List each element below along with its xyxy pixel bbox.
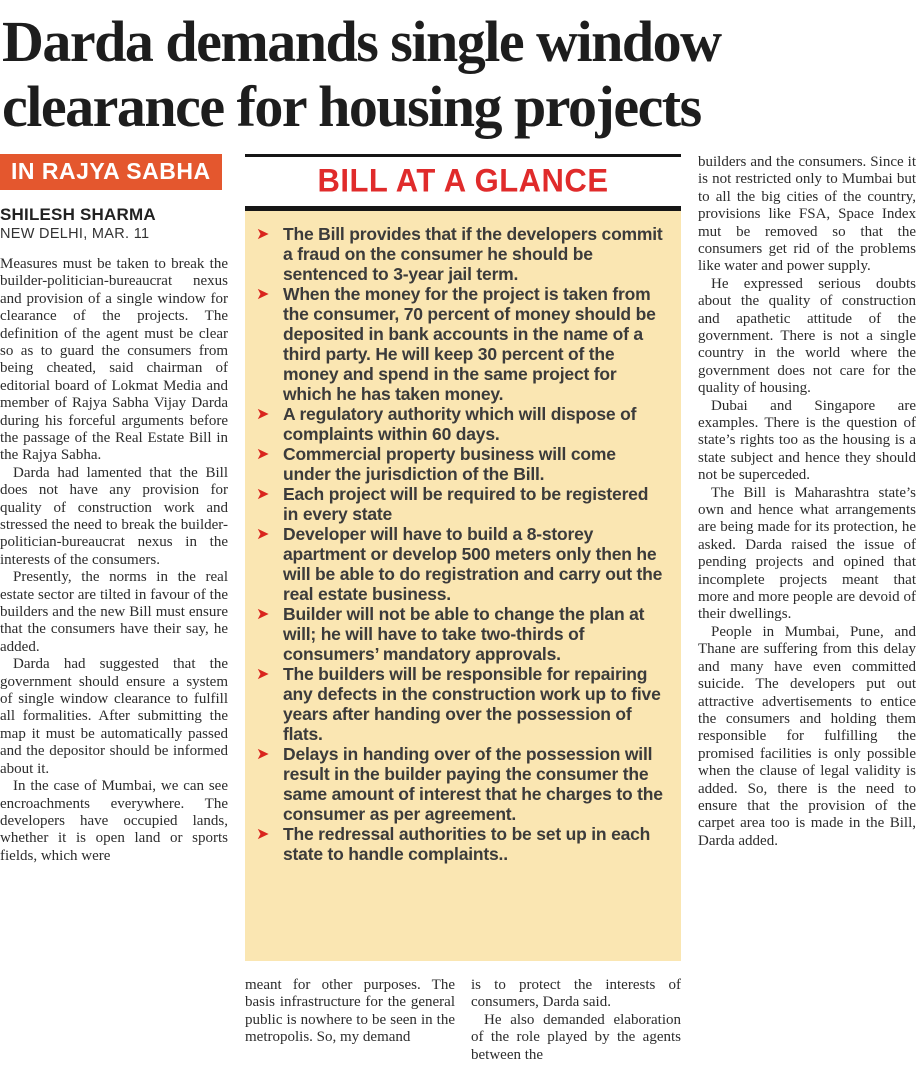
bill-point (256, 444, 668, 484)
middle-column (245, 154, 681, 1064)
bill-point-text: Builder will not be able to change the plan at will; he will have to take two-thirds of consumers’ mandatory approvals. (283, 603, 645, 664)
left-paragraph: Measures must be taken to break the builder-politician-bureaucrat nexus and provision of a single window for clearance of the projects. The definition of the agent must be clear so as to guard the consumers from being cheated, said chairman of editorial board of Lokmat Media and member of Rajya Sabha Vijay Darda during his forceful arguments before the passage of the Real Estate Bill in the Rajya Sabha. (0, 255, 228, 464)
right-paragraph: builders and the consumers. Since it is not restricted only to Mumbai but to all the big cities of the country, provisions like FSA, Space Index mut be removed so that the consumers get rid of the problems like water and power supply. (698, 153, 916, 275)
below-left-paragraph: meant for other purposes. The basis infrastructure for the general public is nowhere to be seen in the metropolis. So, my demand (245, 976, 455, 1046)
below-right-paragraph: He also demanded elaboration of the role played by the agents between the (471, 1011, 681, 1063)
arrow-icon: ➤ (256, 603, 270, 623)
left-paragraph: Darda had suggested that the government should ensure a system of single window clearance to fulfill all formalities. After submitting the map it must be automatically passed and the depositor should be informed about it. (0, 656, 228, 777)
left-paragraph: In the case of Mumbai, we can see encroachments everywhere. The developers have occupied lands, whether it is open land or sports fields, which were (0, 778, 228, 864)
below-box-left-column (245, 977, 455, 1064)
bill-point-text: Commercial property business will come under the jurisdiction of the Bill. (283, 443, 616, 484)
dateline: NEW DELHI, MAR. 11 (0, 225, 150, 242)
kicker-banner: IN RAJYA SABHA (0, 154, 222, 190)
bill-point (256, 404, 668, 444)
bill-point-text: The Bill provides that if the developers commit a fraud on the consumer he should be sentenced to 3-year jail term. (283, 223, 663, 284)
left-paragraph: Presently, the norms in the real estate sector are tilted in favour of the builders and the new Bill must ensure that the consumers have their say, he added. (0, 569, 228, 655)
right-paragraph: He expressed serious doubts about the quality of construction and apathetic attitude of the government. There is not a single country in the world where the government does not care for the quality of housing. (698, 275, 916, 397)
headline: Darda demands single window clearance for housing projects (2, 9, 721, 139)
bill-point-text: The builders will be responsible for repairing any defects in the construction work up to five years after handing over the possession of flats. (283, 663, 661, 744)
arrow-icon: ➤ (256, 663, 270, 683)
arrow-icon: ➤ (256, 483, 270, 503)
article-columns (0, 154, 916, 1064)
bill-point-text: Developer will have to build a 8-storey apartment or develop 500 meters only then he will be able to do registration and carry out the real estate business. (283, 523, 663, 604)
left-paragraph: Darda had lamented that the Bill does not have any provision for quality of construction work and stressed the need to break the builder-politician-bureaucrat nexus in the interests of the consumers. (0, 464, 228, 568)
right-column (698, 154, 916, 850)
right-paragraph: Dubai and Singapore are examples. There is the question of state’s rights too as the housing is a state subject and hence they should not be superceded. (698, 397, 916, 484)
bill-box-title: BILL AT A GLANCE (317, 161, 609, 199)
arrow-icon: ➤ (256, 743, 270, 763)
bill-point-text: The redressal authorities to be set up in each state to handle complaints.. (283, 823, 651, 864)
bill-point-text: Delays in handing over of the possession will result in the builder paying the consumer the same amount of interest that he charges to the consumer as per agreement. (283, 743, 663, 824)
right-paragraph: People in Mumbai, Pune, and Thane are suffering from this delay and many have even committed suicide. The developers put out attractive advertisements to entice the consumers and holding them responsible for fulfilling the promised facilities is only possible when the clause of legal validity is added. So, there is the need to ensure that the provision of the carpet area too is made in the Bill, Darda added. (698, 623, 916, 849)
bill-point-text: Each project will be required to be registered in every state (283, 483, 649, 524)
byline-block (0, 205, 228, 242)
below-right-paragraph: is to protect the interests of consumers, Darda said. (471, 976, 681, 1011)
bill-point-text: A regulatory authority which will dispose of complaints within 60 days. (283, 403, 637, 444)
arrow-icon: ➤ (256, 403, 270, 423)
below-box-right-column (471, 977, 681, 1064)
bill-point (256, 604, 668, 664)
arrow-icon: ➤ (256, 223, 270, 243)
bill-point (256, 524, 668, 604)
left-column (0, 154, 228, 865)
bill-point (256, 284, 668, 404)
arrow-icon: ➤ (256, 523, 270, 543)
arrow-icon: ➤ (256, 443, 270, 463)
right-paragraph: The Bill is Maharashtra state’s own and hence what arrangements are being made for its protection, he asked. Darda raised the issue of pending projects and opined that incomplete projects meant that more and more people are devoid of their dwellings. (698, 484, 916, 623)
bill-point (256, 224, 668, 284)
below-box-columns (245, 977, 681, 1064)
bill-point (256, 664, 668, 744)
byline: SHILESH SHARMA (0, 204, 156, 224)
bill-point (256, 744, 668, 824)
bill-point (256, 824, 668, 864)
arrow-icon: ➤ (256, 823, 270, 843)
bill-point-text: When the money for the project is taken from the consumer, 70 percent of money should be deposited in bank accounts in the name of a third party. He will keep 30 percent of the money and spend in the same project for which he has taken money. (283, 283, 656, 404)
arrow-icon: ➤ (256, 283, 270, 303)
bill-point (256, 484, 668, 524)
bill-box (245, 211, 681, 961)
